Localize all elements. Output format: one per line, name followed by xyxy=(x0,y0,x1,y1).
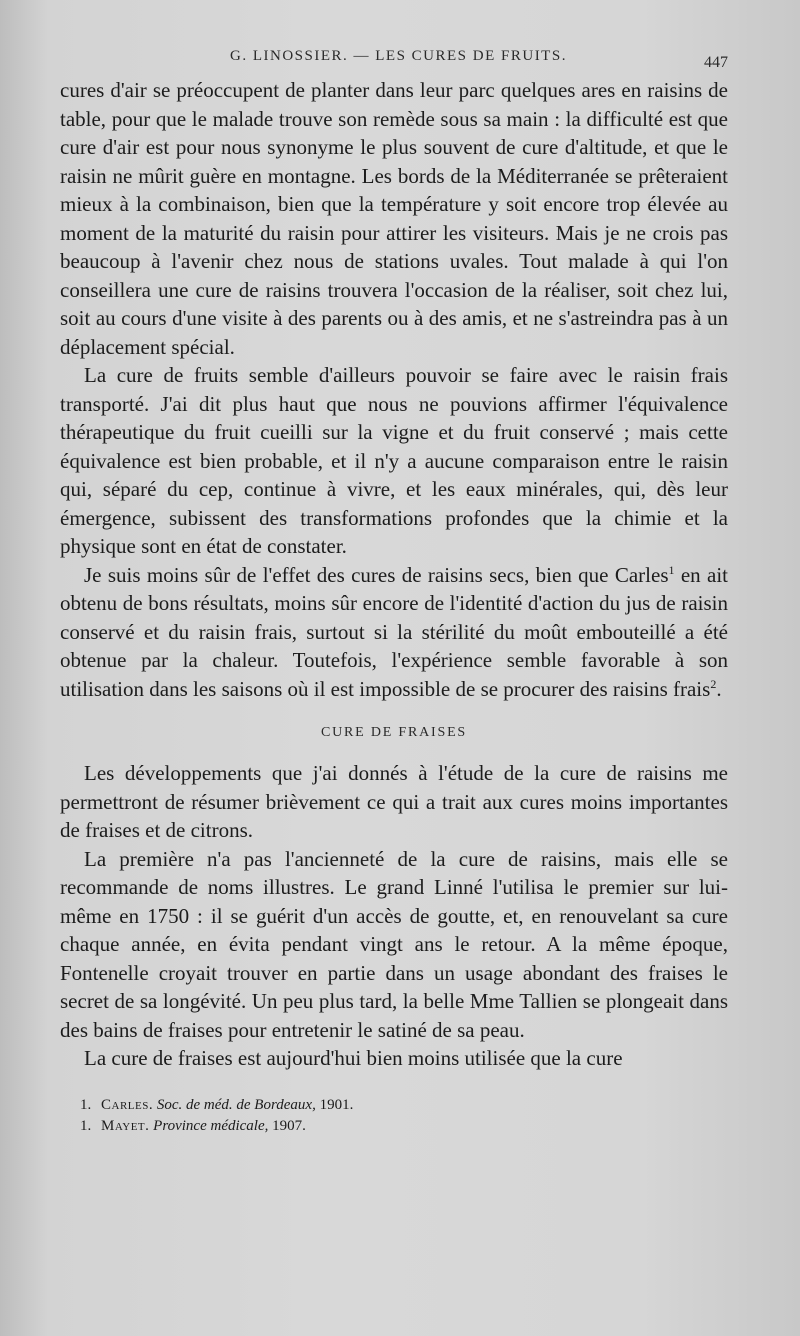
paragraph: La cure de fraises est aujourd'hui bien moins utilisée que la cure xyxy=(84,1046,623,1070)
paragraph: La cure de fruits semble d'ailleurs pouvoir se faire avec le raisin frais transporté. J'ai dit plus haut que nous ne pouvions affirmer l'équivalence thérapeutique du fruit cueilli sur la vigne et du fruit conservé ; mais cette équivalence est bien probable, et il n'y a aucune comparaison entre le raisin qui, séparé du cep, continue à vivre, et les eaux minérales, qui, dès leur émergence, subissent des transformations profondes que la chimie et la physique sont en état de constater. xyxy=(60,363,728,558)
footnote xyxy=(80,1095,728,1116)
footnote-year: 1901. xyxy=(319,1096,354,1113)
footnote-journal: Province médicale, xyxy=(153,1117,269,1134)
paragraph xyxy=(60,561,728,704)
paragraph: La première n'a pas l'ancienneté de la cure de raisins, mais elle se recommande de noms illustres. Le grand Linné l'utilisa le premier sur lui-même en 1750 : il se guérit d'un accès de goutte, et, en renouvelant sa cure chaque année, en évita pendant vingt ans le retour. A la même époque, Fontenelle croyait trouver en partie dans un usage abondant des fraises le secret de sa longévité. Un peu plus tard, la belle Mme Tallien se plongeait dans des bains de fraises pour entretenir le satiné de sa peau. xyxy=(60,846,728,1042)
footnote-author: Carles. xyxy=(101,1096,154,1113)
footnotes xyxy=(60,1095,728,1137)
paragraph: Les développements que j'ai donnés à l'étude de la cure de raisins me permettront de résumer brièvement ce qui a trait aux cures moins importantes de fraises et de citrons. xyxy=(60,761,728,842)
footnote-author: Mayet. xyxy=(101,1117,150,1134)
paragraph-text: Je suis moins sûr de l'effet des cures de raisins secs, bien que Carles xyxy=(84,562,669,587)
page-number: 447 xyxy=(704,54,728,71)
footnote-number: 1. xyxy=(80,1096,92,1113)
section-heading: CURE DE FRAISES xyxy=(320,725,468,740)
body-text xyxy=(60,76,728,1073)
footnote-journal: Soc. de méd. de Bordeaux, xyxy=(156,1096,316,1113)
paragraph-text: en ait obtenu de bons résultats, moins sûr encore de l'identité d'action du jus de raisin conservé et du raisin frais, surtout si la stérilité du moût embouteillé a été obtenue par la chaleur. Toutefois, l'expérience semble favorable à son utilisation dans les saisons où il est impossible de se procurer des raisins frais xyxy=(60,562,729,701)
footnote-ref: 1 xyxy=(668,562,675,577)
footnote-year: 1907. xyxy=(272,1117,306,1134)
paragraph: cures d'air se préoccupent de planter dans leur parc quelques ares en raisins de table, pour que le malade trouve son remède sous sa main : la difficulté est que cure d'air est pour nous synonyme le plus souvent de cure d'altitude, et que le raisin ne mûrit guère en montagne. Les bords de la Méditerranée se prêteraient mieux à la combinaison, bien que la température y soit encore trop élevée au moment de la maturité du raisin pour attirer les visiteurs. Mais je ne crois pas beaucoup à l'avenir chez nous de stations uvales. Tout malade à qui l'on conseillera une cure de raisins trouvera l'occasion de la réaliser, soit chez lui, soit au cours d'une visite à des parents ou à des amis, et ne s'astreindra pas à un déplacement spécial. xyxy=(60,78,728,359)
running-header xyxy=(60,44,728,76)
footnote-ref: 2 xyxy=(710,676,717,691)
running-title: G. LINOSSIER. — LES CURES DE FRUITS. xyxy=(230,48,567,64)
footnote-number: 1. xyxy=(80,1117,92,1134)
page-content xyxy=(60,44,728,1137)
paragraph-text: . xyxy=(716,676,722,701)
footnote xyxy=(80,1116,728,1137)
